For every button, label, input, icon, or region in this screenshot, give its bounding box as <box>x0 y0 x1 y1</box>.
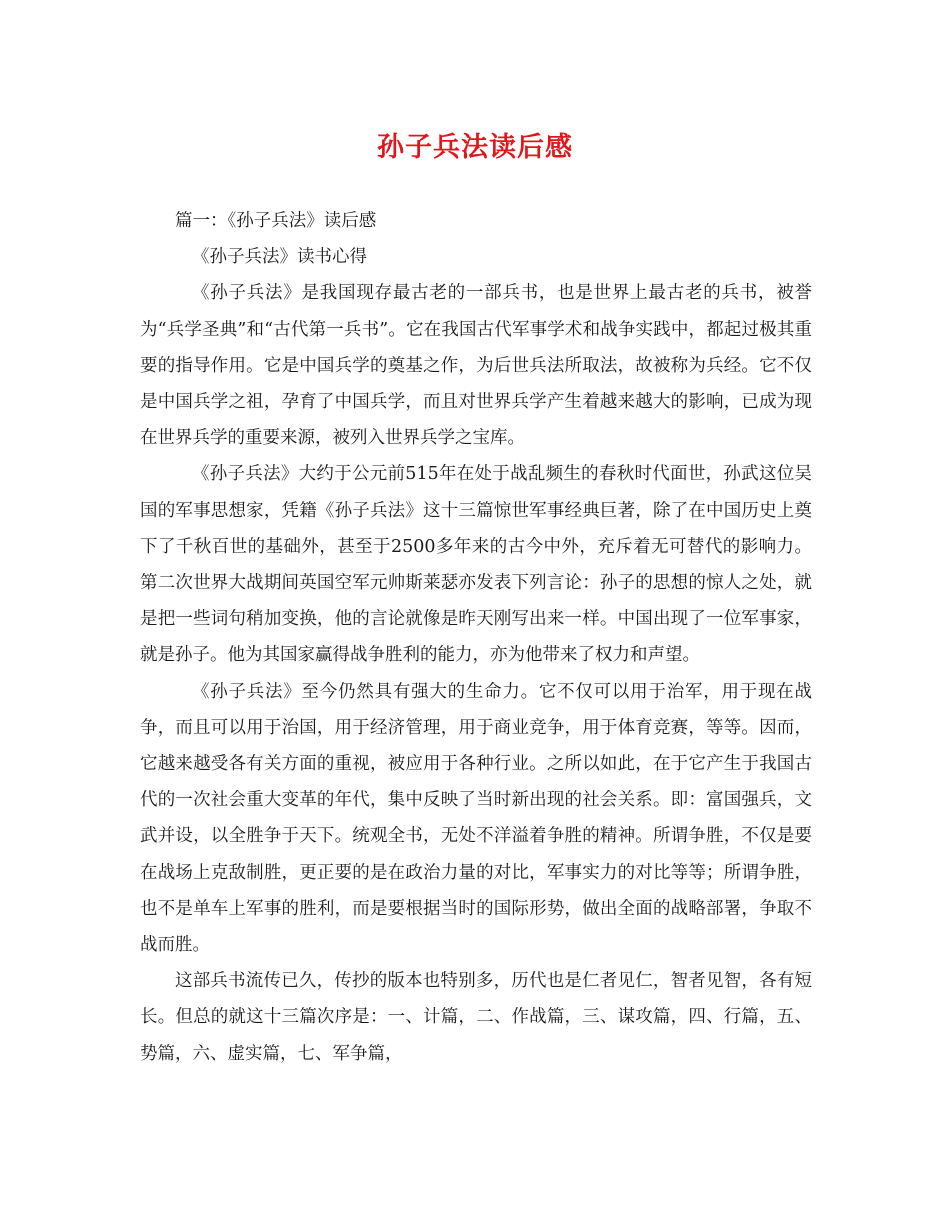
subheading: 《孙子兵法》读书心得 <box>192 247 367 268</box>
paragraph-3: 《孙子兵法》至今仍然具有强大的生命力。它不仅可以用于治军，用于现在战争，而且可以用于治国，用于经济管理，用于商业竞争，用于体育竞赛，等等。因而，它越来越受各有关方面的重视，被应用于各种行业。之所以如此，在于它产生于我国古代的一次社会重大变革的年代，集中反映了当时新出现的社会关系。即：富国强兵，文武并设，以全胜争于天下。统观全书，无处不洋溢着争胜的精神。所谓争胜，不仅是要在战场上克敌制胜，更正要的是在政治力量的对比，军事实力的对比等等；所谓争胜，也不是单车上军事的胜利，而是要根据当时的国际形势，做出全面的战略部署，争取不战而胜。 <box>140 681 812 956</box>
paragraph-1: 《孙子兵法》是我国现存最古老的一部兵书，也是世界上最古老的兵书，被誉为“兵学圣典”和“古代第一兵书”。它在我国古代军事学术和战争实践中，都起过极其重要的指导作用。它是中国兵学的奠基之作，为后世兵法所取法，故被称为兵经。它不仅是中国兵学之祖，孕育了中国兵学，而且对世界兵学产生着越来越大的影响，已成为现在世界兵学的重要来源，被列入世界兵学之宝库。 <box>140 283 812 449</box>
document-title: 孙子兵法读后感 <box>377 132 573 163</box>
document-body <box>140 203 812 1072</box>
paragraph-2: 《孙子兵法》大约于公元前515年在处于战乱频生的春秋时代面世，孙武这位吴国的军事思想家，凭籍《孙子兵法》这十三篇惊世军事经典巨著，除了在中国历史上奠下了千秋百世的基础外，甚至于2500多年来的古今中外，充斥着无可替代的影响力。第二次世界大战期间英国空军元帅斯莱瑟亦发表下列言论：孙子的思想的惊人之处，就是把一些词句稍加变换，他的言论就像是昨天刚写出来一样。中国出现了一位军事家，就是孙子。他为其国家赢得战争胜利的能力，亦为他带来了权力和声望。 <box>140 464 812 666</box>
paragraph-4: 这部兵书流传已久，传抄的版本也特别多，历代也是仁者见仁，智者见智，各有短长。但总的就这十三篇次序是：一、计篇，二、作战篇，三、谋攻篇，四、行篇，五、势篇，六、虚实篇，七、军争篇， <box>140 971 812 1064</box>
section-heading: 篇一：《孙子兵法》读后感 <box>175 211 377 231</box>
